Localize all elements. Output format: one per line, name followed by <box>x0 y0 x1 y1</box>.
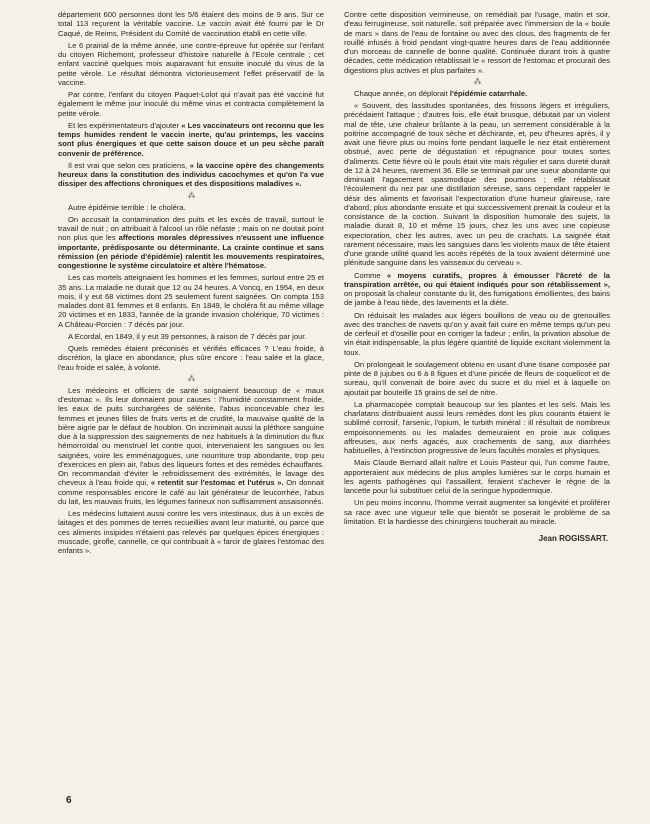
paragraph: Mais Claude Bernard allait naître et Louis Pasteur qui, l'un comme l'autre, apporteraient aux médecins de plus amples lumières sur le corps humain et les agents pathogènes qui l'assaillent, feraient s'achever le règne de la lancette pour lui substituer celui de la seringue hypodermique. <box>344 458 610 495</box>
emphasis-text: « Les vaccinateurs ont reconnu que les temps humides rendent le vaccin inerte, qu'au printemps, les vaccins sont plus énergiques et que cette saison douce et un peu sèche paraît convenir de préférence. <box>58 120 324 158</box>
paragraph-text: Chaque année, on déplorait <box>354 88 450 98</box>
paragraph: Quels remèdes étaient préconisés et vérifiés efficaces ? L'eau froide, à discrétion, la glace en abondance, plus sûre encore : l'eau salée et la glace, l'eau froide et salée, à volonté. <box>58 344 324 372</box>
paragraph: département 600 personnes dont les 5/6 étaient des moins de 9 ans. Sur ce total 113 reçurent la véritable vaccine. Le vaccin avait été fourni par le Dr Caqué, de Reims, Président du Comité de vaccination établi en cette ville. <box>58 10 324 38</box>
paragraph: « Souvent, des lassitudes spontanées, des frissons légers et irréguliers, précédaient l'attaque ; d'autres fois, elle était brusque, débutait par un violent mal de tête, une chaleur brûlante à la peau, un serrement considérable à la poitrine accompagné de toux sèche et déchirante, et, peu d'heures après, il y avait une fièvre plus ou moins forte pendant laquelle le nez était entièrement obstrué, avec perte de dégustation et répugnance pour toutes sortes d'aliments. Cette fièvre où le pouls était vite mais régulier et sans dureté durait de 12 à 24 heures, rarement 36. Elle se terminait par une sueur abondante qui diminuait l'agacement spasmodique des poumons ; elle rétablissait l'écoulement du nez par une distillation séreuse, sans cependant rappeler le désir des aliments et favorisait l'expectoration d'une humeur glaireuse, rare d'abord, plus abondante ensuite et qui successivement prenait la couleur et la consistance de la coction. Suivant la disposition humorale des sujets, la maladie durait 8, 10 et même 15 jours, chez les uns avec une copieuse expectoration, chez les autres, avec un peu de crachats. La saignée était rarement nécessaire, mais les sangsues dans les violents maux de tête étaient d'une grande utilité quand les accès répétés de la toux avaient déterminé une plénitude sanguine dans les vaisseaux du cerveau ». <box>344 101 610 268</box>
paragraph-text: On donnait comme responsables encore le café au lait générateur de leucorrhée, l'abus du lait, les mauvais fruits, les légumes farineux non suffisamment assaisonnés. <box>58 478 324 506</box>
paragraph: Un peu moins inconnu, l'homme verrait augmenter sa longévité et proliférer sa race avec une vigueur telle que bientôt se poserait le problème de sa limitation. Et la hardiesse des chirurgiens toucherait au miracle. <box>344 498 610 526</box>
paragraph <box>58 121 324 158</box>
emphasis-text: « retentit sur l'estomac et l'utérus ». <box>150 478 284 488</box>
paragraph: Contre cette disposition vermineuse, on remédiait par l'usage, matin et soir, d'eau ferrugineuse, soit naturelle, soit préparée avec l'immersion de la « boule de mars » dans de l'eau de fontaine ou avec des clous, des fragments de fer rouillé infusés à froid pendant vingt-quatre heures dans de l'eau additionnée d'un morceau de cannelle de bonne qualité. Continuée durant trois à quatre décades, cette médication rétablissait le « ressort de l'estomac et procurait des digestions plus actives et plus parfaites ». <box>344 10 610 75</box>
section-separator: ⁂ <box>473 76 481 86</box>
paragraph-text: Et les expérimentateurs d'ajouter <box>68 120 182 130</box>
paragraph <box>344 89 610 98</box>
paragraph: On prolongeait le soulagement obtenu en usant d'une tisane composée par pinte de 8 jujubes ou 6 à 8 figues et d'une pincée de fleurs de coquelicot et de sureau, qu'il convenait de boire avec du sucre et du miel et à laquelle on ajoutait par bouteille 15 grains de sel de nitre. <box>344 359 610 397</box>
paragraph <box>58 161 324 189</box>
paragraph: Par contre, l'enfant du citoyen Paquet-Lolot qui n'avait pas été vacciné fut également le même jour inoculé du même virus et contracta complètement la petite vérole. <box>58 90 324 118</box>
article-columns <box>58 10 610 558</box>
page-number: 6 <box>66 795 72 806</box>
paragraph <box>58 215 324 271</box>
paragraph: On réduisait les malades aux légers bouillons de veau ou de grenouilles avec des tranches de navets qu'on y avait fait cuire en même temps qu'un peu de cerfeuil et d'oseille pour en corriger la fadeur ; enfin, la privation absolue de vin était indispensable, la plus légère quantité de liquide excitant violemment la toux. <box>344 310 610 357</box>
paragraph: La pharmacopée comptait beaucoup sur les plantes et les sels. Mais les charlatans distribuaient aussi leurs remèdes dont les plus courants étaient le sublimé corrosif, l'arsenic, l'opium, le turbith minéral : ill résultait de nombreux empoisonnements ou les malades demeuraient en proie aux coliques affreuses, aux nerfs agacés, aux crachements de sang, aux diarrhées habituelles, à l'extinction progressive de leurs facultés morales et physiques. <box>344 399 610 455</box>
emphasis-text: « la vaccine opère des changements heureux dans la constitution des individus cacochymes et qu'on l'a vue dissiper des affections chroniques et des dispositions maladives ». <box>58 160 325 189</box>
paragraph: Les cas mortels atteignaient les hommes et les femmes, surtout entre 25 et 35 ans. La maladie ne durait que 12 ou 24 heures. A Voncq, en 1954, en deux mois, il y eut 68 victimes dont 25 seulement furent saignées. On compta 153 malades dont 81 femmes et 8 enfants. En 1849, le choléra fit au même village 20 victimes et en 1833, l'année de la grande invasion cholérique, 70 victimes : A Château-Porcien : 7 décès par jour. <box>58 273 324 329</box>
left-column <box>58 10 324 558</box>
section-separator: ⁂ <box>187 373 195 383</box>
paragraph: Autre épidémie terrible : le choléra. <box>68 202 186 212</box>
paragraph-text: Les médecins et officiers de santé soignaient beaucoup de « maux d'estomac ». Ils leur donnaient pour causes : l'humidité constamment froide, les eaux de puits surchargées de sélénite, l'abus inconcevable chez les femmes et jeunes filles de fruits verts et de crudité, la mauvaise qualité de la bière aigrie par le défaut de houblon. On incriminait aussi la pléthore sanguine due à la suppression des saignements de nez habituels à la diminution du flux hémorroïdal ou menstruel let contre quoi, intervenaient les sangsues ou les saignées, voire les emménagogues, une nourriture trop abondante, trop peu d'exercices en plein air, l'abus des liqueurs fortes et des remèdes échauffants. On recommandait d'éviter le refroidissement des extrémités, le lavage des cheveux à l'eau froide qui, <box>58 385 324 488</box>
paragraph-text: On accusait la contamination des puits et les excès de travail, surtout le travail de nuit ; on attribuait à l'alcool un rôle néfaste ; mais on ne doutait point non plus que les <box>58 214 324 243</box>
right-column <box>344 10 610 543</box>
paragraph: A Ecordal, en 1849, il y eut 39 personnes, à raison de 7 décès par jour. <box>68 331 307 341</box>
emphasis-text: l'épidémie catarrhale. <box>449 88 528 98</box>
author-signature: Jean ROGISSART. <box>538 534 608 543</box>
paragraph-text: Il est vrai que selon ces praticiens, <box>68 160 190 170</box>
paragraph-text: on proposait la chaleur constante du lit, des fumigations émollientes, des bains de jambe à l'eau tiède, des lavements et la diète. <box>344 289 610 308</box>
paragraph-text: Comme <box>354 270 387 280</box>
emphasis-text: affections morales dépressives n'eussent une influence importante, prédisposante ou déterminante. La crainte continue et sans rémission (en période d'épidémie) ralentit les mouvements respiratoires, congestionne le système circulatoire et altère l'hématose. <box>58 233 324 270</box>
emphasis-text: « moyens curatifs, propres à émousser l'âcreté de la transpiration arrêtée, ou qui étaient indiqués pour son rétablissement », <box>344 270 611 289</box>
paragraph: Le 6 prairial de la même année, une contre-épreuve fut opérée sur l'enfant du citoyen Richemont, professeur d'histoire naturelle à l'Ecole centrale ; cet enfant vacciné quelques mois auparavant fut ensuite inoculé du virus de la petite vérole. Le résultat démontra victorieusement l'effet préservatif de la vaccine. <box>58 40 324 87</box>
section-separator: ⁂ <box>187 190 195 200</box>
paragraph <box>58 386 324 506</box>
paragraph <box>344 271 610 308</box>
paragraph: Les médecins luttaient aussi contre les vers intestinaux, dus à un excès de laitages et des pommes de terres recueillies avant leur maturité, ou parce que ces aliments insipides n'étaient pas relevés par quelques épices énergiques : muscade, girofle, cannelle, ce qui contribuait à « farcir de glaires l'estomac des enfants ». <box>58 509 324 555</box>
